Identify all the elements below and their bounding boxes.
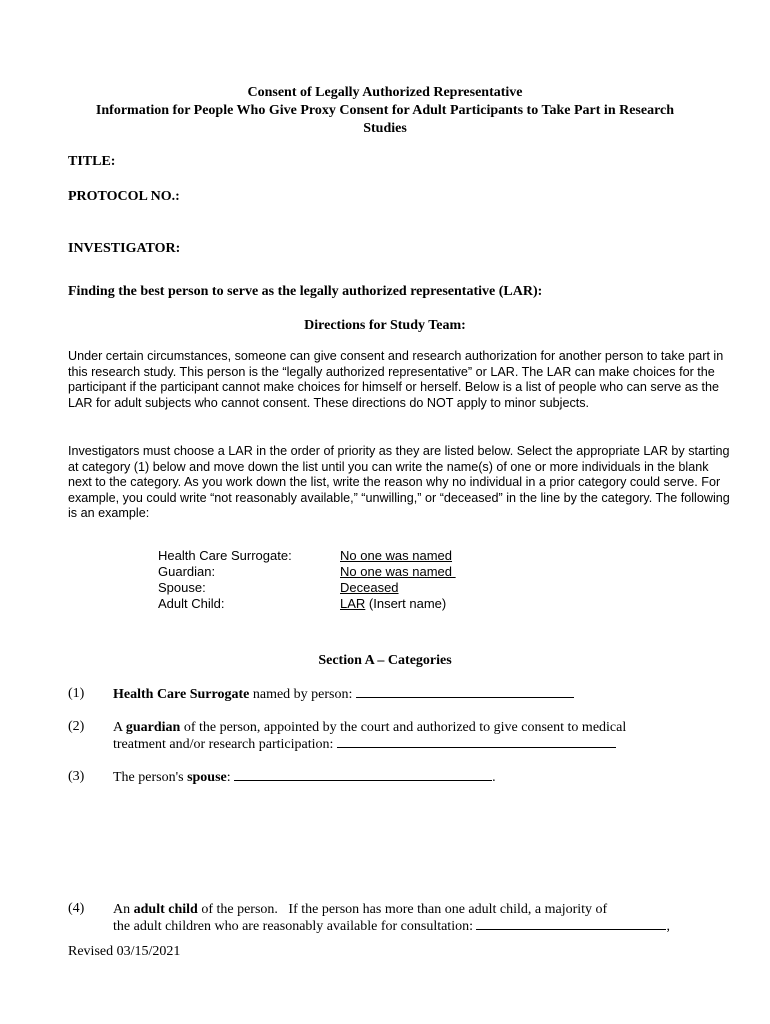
example-value: LAR	[340, 596, 366, 611]
adult-child-name-blank[interactable]	[476, 928, 666, 930]
item-pre: A	[113, 720, 126, 735]
item-text-line2: the adult children who are reasonably available for consultation:	[113, 919, 477, 934]
section-heading: Section A – Categories	[318, 653, 452, 668]
category-item-3	[113, 769, 713, 786]
category-item-4	[113, 901, 713, 935]
investigator-field-label: INVESTIGATOR:	[68, 241, 181, 256]
example-value: Deceased	[340, 580, 399, 595]
example-table	[158, 548, 456, 612]
item-number: (4)	[68, 901, 85, 916]
item-pre: An	[113, 902, 134, 917]
title-field-label: TITLE:	[68, 154, 116, 169]
category-item-1	[113, 686, 713, 703]
example-value: No one was named	[340, 564, 456, 579]
doc-subtitle-cont: Studies	[363, 121, 407, 136]
item-tail: ,	[666, 919, 670, 934]
item-text: :	[226, 770, 235, 785]
example-row	[158, 580, 456, 596]
intro-paragraph: Under certain circumstances, someone can give consent and research authorization for another person to take part in this research study. This person is the “legally authorized representative” or LAR. The LAR can make choices for the participant if the participant cannot make choices for himself or herself. Below is a list of people who can serve as the LAR for adult subjects who cannot consent. These directions do NOT apply to minor subjects.	[68, 349, 724, 410]
item-bold-term: Health Care Surrogate	[113, 687, 250, 702]
item-tail: .	[492, 770, 496, 785]
item-text-line2: treatment and/or research participation:	[113, 737, 337, 752]
revision-footer: Revised 03/15/2021	[68, 944, 181, 959]
example-value: No one was named	[340, 548, 453, 563]
example-label: Health Care Surrogate:	[158, 548, 292, 563]
example-suffix: (Insert name)	[365, 596, 447, 611]
item-number: (1)	[68, 686, 85, 701]
item-bold-term: guardian	[125, 720, 181, 735]
item-bold-term: spouse	[187, 770, 227, 785]
example-label: Spouse:	[158, 580, 206, 595]
example-label: Adult Child:	[158, 596, 225, 611]
instructions-paragraph: Investigators must choose a LAR in the order of priority as they are listed below. Select the appropriate LAR by starting at category (1) below and move down the list until you can write the name(s) of one or more individuals in the blank next to the category. As you work down the list, write the reason why no individual in a prior category could serve. For example, you could write “not reasonably available,” “unwilling,” or “deceased” in the line by the category. The following is an example:	[68, 444, 730, 521]
item-text: named by person:	[249, 687, 356, 702]
item-pre: The person's	[113, 770, 188, 785]
surrogate-name-blank[interactable]	[356, 696, 574, 698]
doc-subtitle: Information for People Who Give Proxy Consent for Adult Participants to Take Part in Research	[95, 103, 675, 118]
example-row	[158, 564, 456, 580]
item-text: of the person, appointed by the court and authorized to give consent to medical	[180, 720, 627, 735]
item-text: of the person. If the person has more than one adult child, a majority of	[197, 902, 608, 917]
directions-heading: Directions for Study Team:	[304, 318, 466, 333]
protocol-field-label: PROTOCOL NO.:	[68, 189, 180, 204]
item-number: (3)	[68, 769, 85, 784]
spouse-name-blank[interactable]	[234, 779, 492, 781]
item-number: (2)	[68, 719, 85, 734]
category-item-2	[113, 719, 713, 753]
guardian-name-blank[interactable]	[337, 746, 616, 748]
finding-heading: Finding the best person to serve as the legally authorized representative (LAR):	[68, 284, 543, 299]
example-label: Guardian:	[158, 564, 216, 579]
doc-title: Consent of Legally Authorized Representative	[247, 85, 523, 100]
example-row	[158, 548, 456, 564]
item-bold-term: adult child	[133, 902, 198, 917]
example-row	[158, 596, 456, 612]
